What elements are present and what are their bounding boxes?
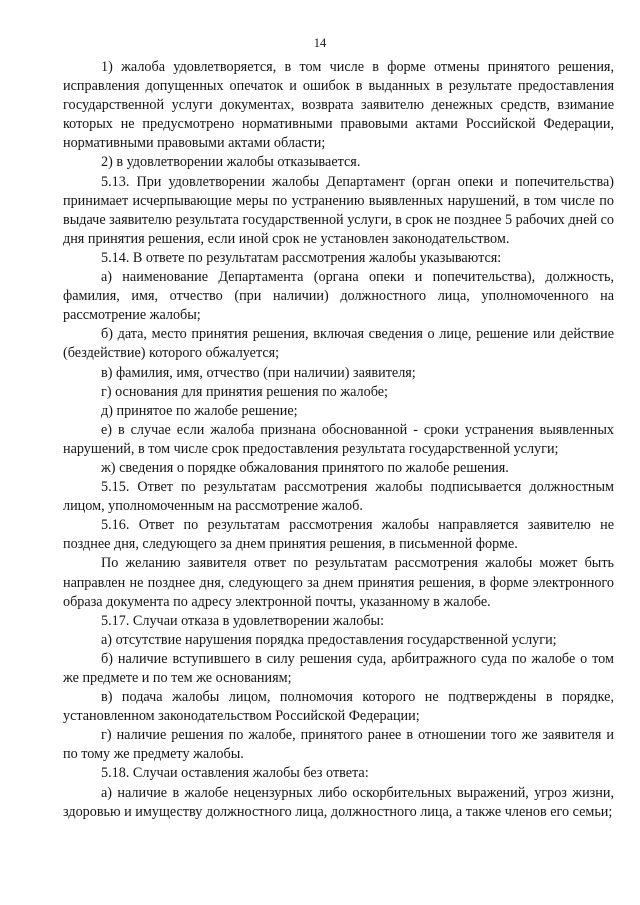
list-item-e-deadlines: е) в случае если жалоба признана обоснованной - сроки устранения выявленных нарушений, в том числе срок предоставления результата государственной услуги;	[63, 421, 614, 457]
list-item-v-unconfirmed-authority: в) подача жалобы лицом, полномочия которого не подтверждены в порядке, установленном законодательством Российской Федерации;	[63, 689, 614, 725]
list-item-b-court-decision: б) наличие вступившего в силу решения суда, арбитражного суда по жалобе о том же предмете и по тем же основаниям;	[63, 650, 614, 686]
paragraph-5-17: 5.17. Случаи отказа в удовлетворении жалобы:	[101, 612, 385, 629]
document-body	[63, 58, 614, 822]
list-item-b-decision-date: б) дата, место принятия решения, включая сведения о лице, решение или действие (бездействие) которого обжалуется;	[63, 326, 614, 362]
list-item-a-obscene-language: а) наличие в жалобе нецензурных либо оскорбительных выражений, угроз жизни, здоровью и имуществу должностного лица, должностного лица, а также членов его семьи;	[63, 784, 614, 820]
paragraph-5-13: 5.13. При удовлетворении жалобы Департамент (орган опеки и попечительства) принимает исчерпывающие меры по устранению выявленных нарушений, в том числе по выдаче заявителю результата государственной услуги, в срок не позднее 5 рабочих дней со дня принятия решения, если иной срок не установлен законодательством.	[63, 173, 614, 247]
list-item-a-department-name: а) наименование Департамента (органа опеки и попечительства), должность, фамилия, имя, отчество (при наличии) должностного лица, уполномоченного на рассмотрение жалобы;	[63, 269, 614, 324]
list-item-g-grounds: г) основания для принятия решения по жалобе;	[101, 383, 388, 400]
paragraph-electronic-response: По желанию заявителя ответ по результатам рассмотрения жалобы может быть направлен не позднее дня, следующего за днем принятия решения, в форме электронного образа документа по адресу электронной почты, указанному в жалобе.	[63, 555, 614, 610]
paragraph-5-14: 5.14. В ответе по результатам рассмотрения жалобы указываются:	[101, 249, 502, 266]
page-number: 14	[313, 36, 327, 50]
list-item-g-prior-decision: г) наличие решения по жалобе, принятого ранее в отношении того же заявителя и по тому же предмету жалобы.	[63, 727, 614, 763]
paragraph-5-15: 5.15. Ответ по результатам рассмотрения жалобы подписывается должностным лицом, уполномоченным на рассмотрение жалоб.	[63, 479, 614, 515]
paragraph-complaint-refused: 2) в удовлетворении жалобы отказывается.	[101, 154, 361, 171]
paragraph-complaint-satisfied: 1) жалоба удовлетворяется, в том числе в форме отмены принятого решения, исправления допущенных опечаток и ошибок в выданных в результате предоставления государственной услуги документах, возврата заявителю денежных средств, взимание которых не предусмотрено нормативными правовыми актами Российской Федерации, нормативными правовыми актами области;	[63, 59, 614, 152]
list-item-zh-appeal-procedure: ж) сведения о порядке обжалования принятого по жалобе решения.	[101, 459, 509, 476]
list-item-d-decision: д) принятое по жалобе решение;	[101, 402, 298, 419]
paragraph-5-18: 5.18. Случаи оставления жалобы без ответа:	[101, 765, 369, 782]
paragraph-5-16: 5.16. Ответ по результатам рассмотрения жалобы направляется заявителю не позднее дня, следующего за днем принятия решения, в письменной форме.	[63, 517, 614, 553]
list-item-a-no-violation: а) отсутствие нарушения порядка предоставления государственной услуги;	[101, 631, 557, 648]
list-item-v-applicant-name: в) фамилия, имя, отчество (при наличии) заявителя;	[101, 364, 416, 381]
